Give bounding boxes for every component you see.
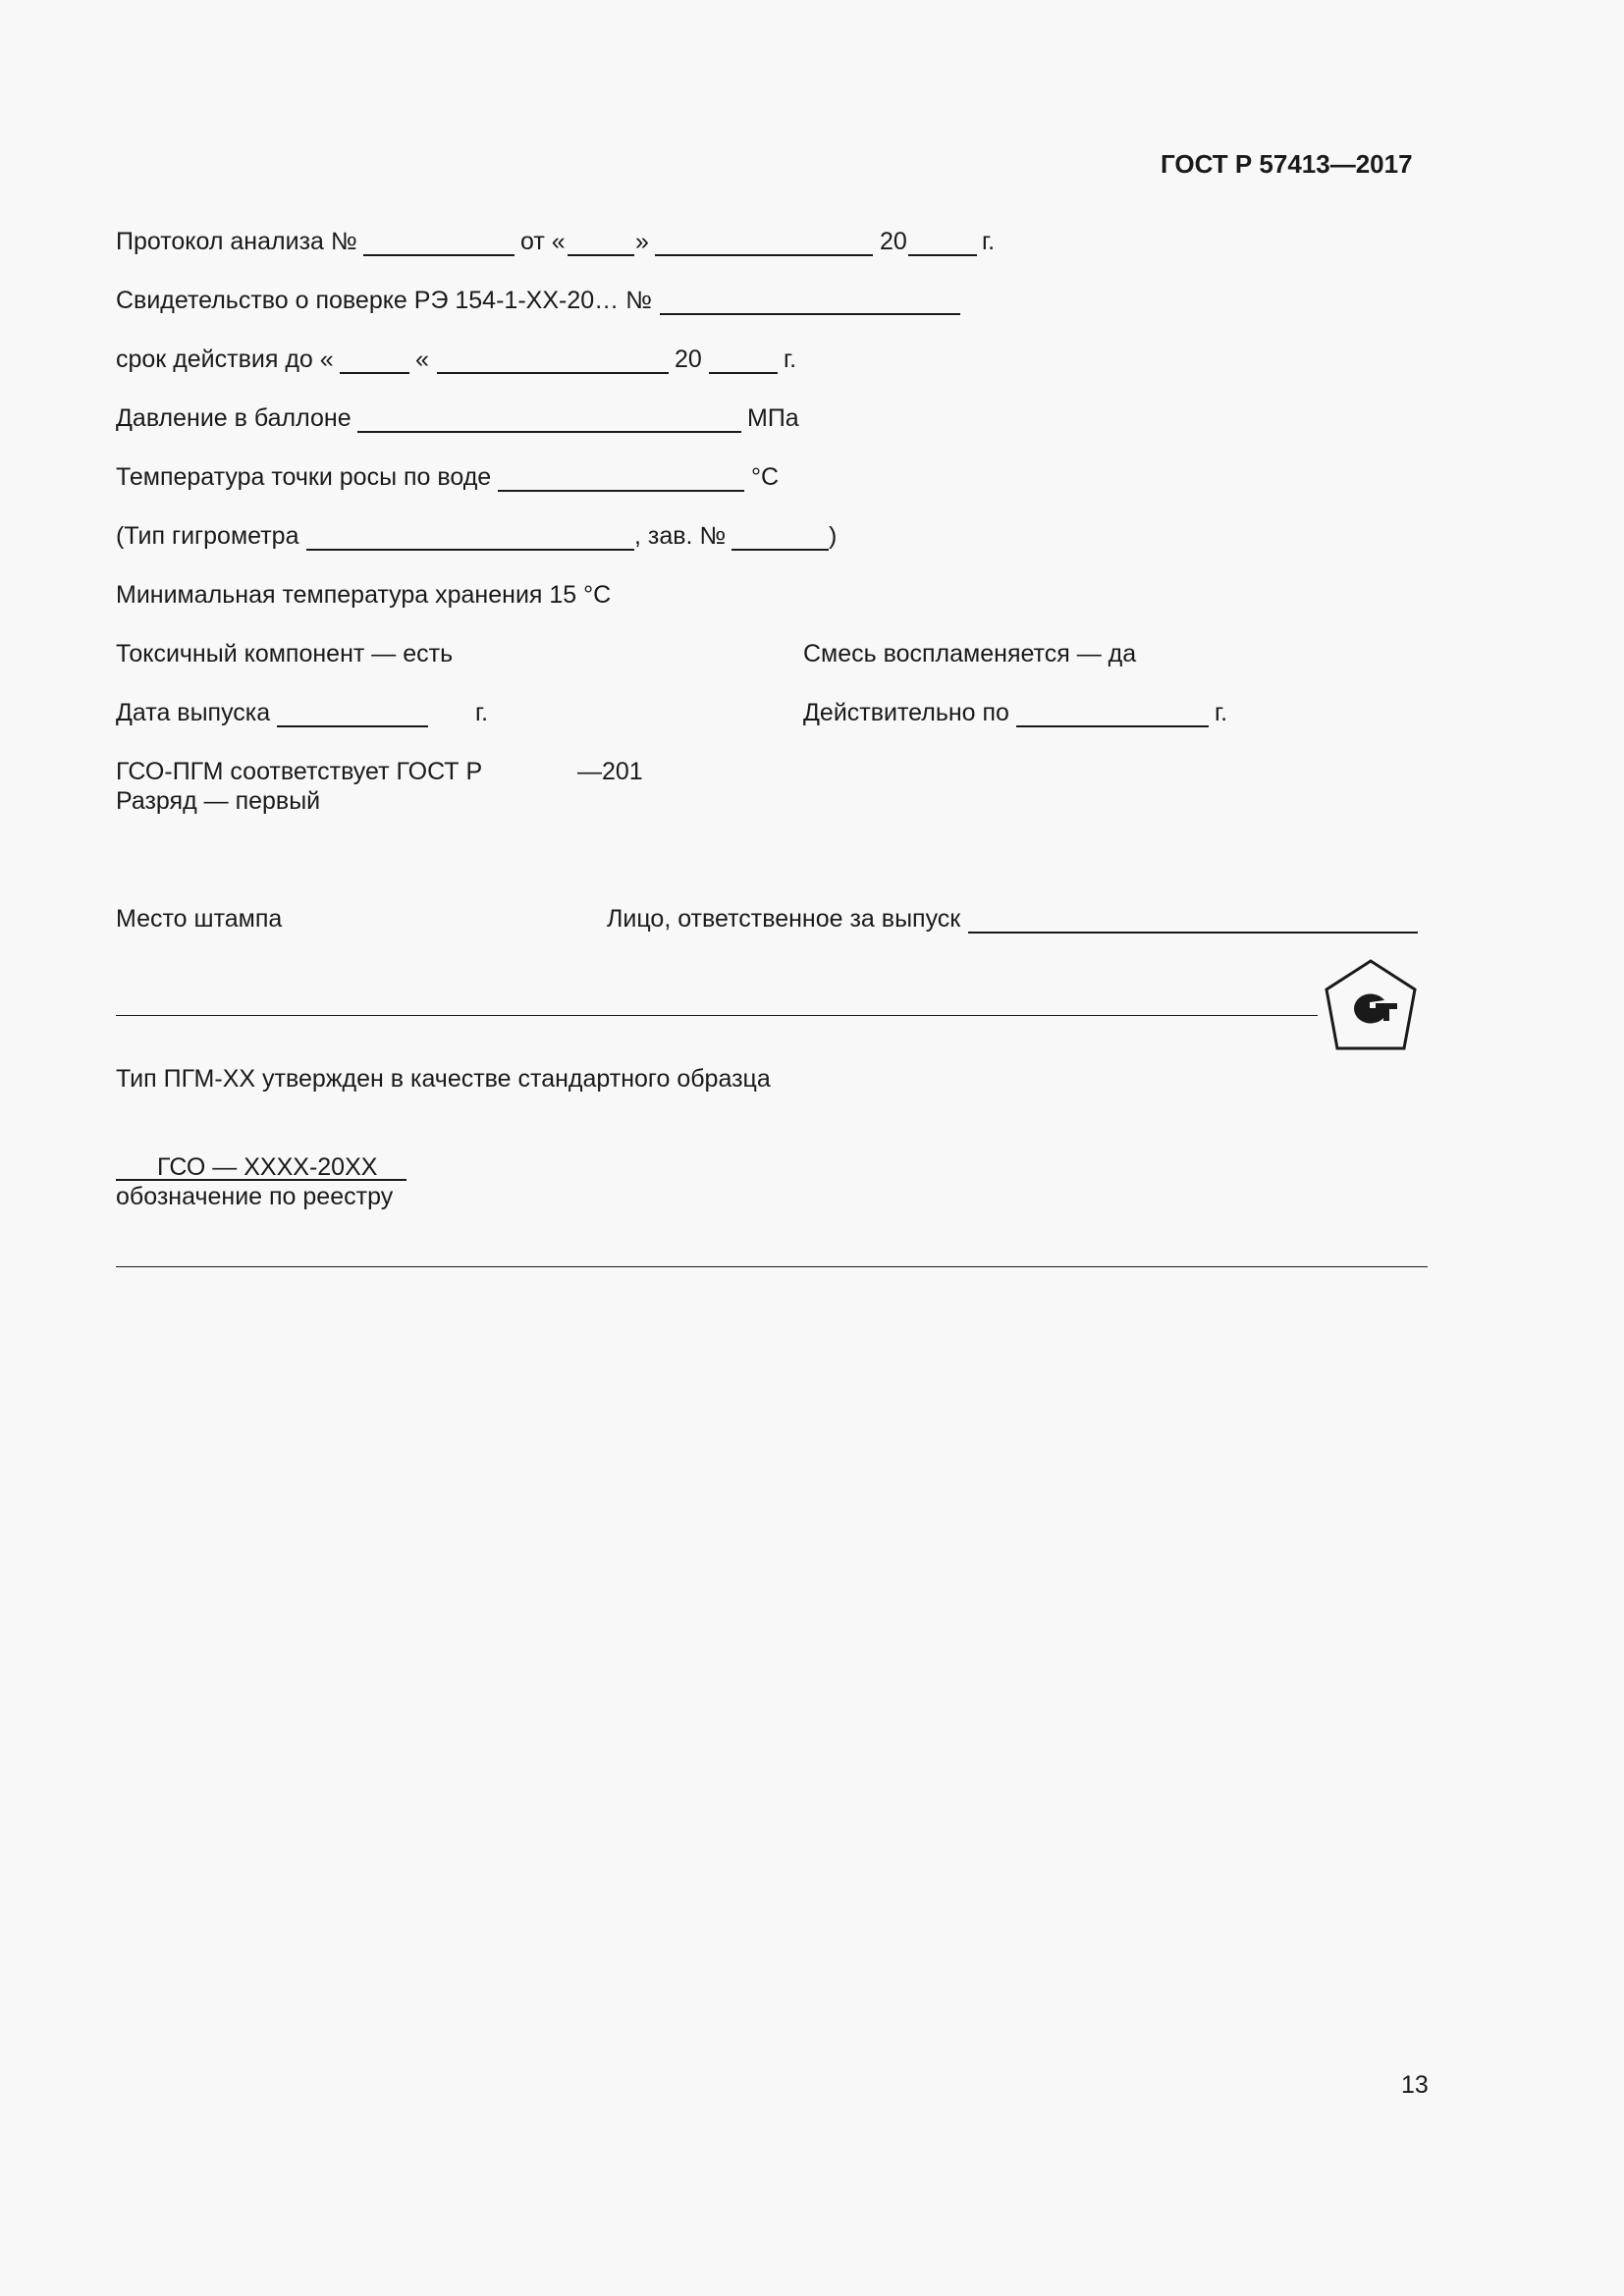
hygrometer-serial-line[interactable] <box>731 549 829 551</box>
certificate-label: Свидетельство о поверке РЭ 154-1-ХХ-20… № <box>116 287 652 314</box>
hygrometer-type-line[interactable] <box>306 549 634 551</box>
compliance-label: ГСО-ПГМ соответствует ГОСТ Р <box>116 758 483 785</box>
registry-code-underline <box>116 1179 406 1181</box>
valid-until-line[interactable] <box>1016 725 1209 727</box>
type-approved: Тип ПГМ-ХХ утвержден в качестве стандартного образца <box>116 1065 771 1093</box>
pressure-unit: МПа <box>747 404 799 432</box>
pressure-line[interactable] <box>357 431 741 433</box>
dew-point-label: Температура точки росы по воде <box>116 463 492 491</box>
validity-day-line[interactable] <box>340 372 409 374</box>
hygrometer-serial-label: , зав. № <box>634 522 727 550</box>
release-date-line[interactable] <box>277 725 428 727</box>
validity-month-line[interactable] <box>437 372 669 374</box>
compliance-suffix: —201 <box>577 758 643 785</box>
validity-year-suffix: г. <box>784 346 797 373</box>
category: Разряд — первый <box>116 787 321 815</box>
stamp-place: Место штампа <box>116 905 283 933</box>
registry-caption: обозначение по реестру <box>116 1183 394 1210</box>
hygrometer-close: ) <box>829 522 838 550</box>
flammable-mixture: Смесь воспламеняется — да <box>803 640 1137 667</box>
dew-point-unit: °С <box>751 463 780 491</box>
release-year-suffix: г. <box>475 699 489 726</box>
release-date-label: Дата выпуска <box>116 699 271 726</box>
hygrometer-label: (Тип гигрометра <box>116 522 299 550</box>
dew-point-line[interactable] <box>498 490 744 492</box>
protocol-from: от « <box>520 228 566 255</box>
protocol-century: 20 <box>880 228 907 255</box>
registry-code: ГСО — ХХХХ-20ХХ <box>157 1153 378 1181</box>
protocol-year-line[interactable] <box>908 254 977 256</box>
certificate-number-line[interactable] <box>660 313 960 315</box>
validity-year-line[interactable] <box>709 372 778 374</box>
validity-label: срок действия до « <box>116 346 334 373</box>
protocol-month-line[interactable] <box>655 254 873 256</box>
protocol-quote-close: » <box>635 228 649 255</box>
pressure-label: Давление в баллоне <box>116 404 352 432</box>
gost-conformity-mark-icon <box>1322 958 1420 1054</box>
min-temperature: Минимальная температура хранения 15 °С <box>116 581 612 609</box>
protocol-day-line[interactable] <box>568 254 634 256</box>
bottom-separator-line <box>116 1266 1428 1267</box>
document-number: ГОСТ Р 57413—2017 <box>1161 149 1413 179</box>
validity-century: 20 <box>675 346 702 373</box>
toxic-component: Токсичный компонент — есть <box>116 640 454 667</box>
valid-until-year-suffix: г. <box>1215 699 1228 726</box>
protocol-number-line[interactable] <box>363 254 514 256</box>
protocol-label: Протокол анализа № <box>116 228 357 255</box>
page-number: 13 <box>1401 2071 1429 2099</box>
protocol-year-suffix: г. <box>982 228 996 255</box>
validity-quote: « <box>415 346 429 373</box>
stamp-separator-line <box>116 1015 1318 1016</box>
responsible-line[interactable] <box>968 932 1418 934</box>
responsible-label: Лицо, ответственное за выпуск <box>607 905 961 933</box>
valid-until-label: Действительно по <box>803 699 1009 726</box>
